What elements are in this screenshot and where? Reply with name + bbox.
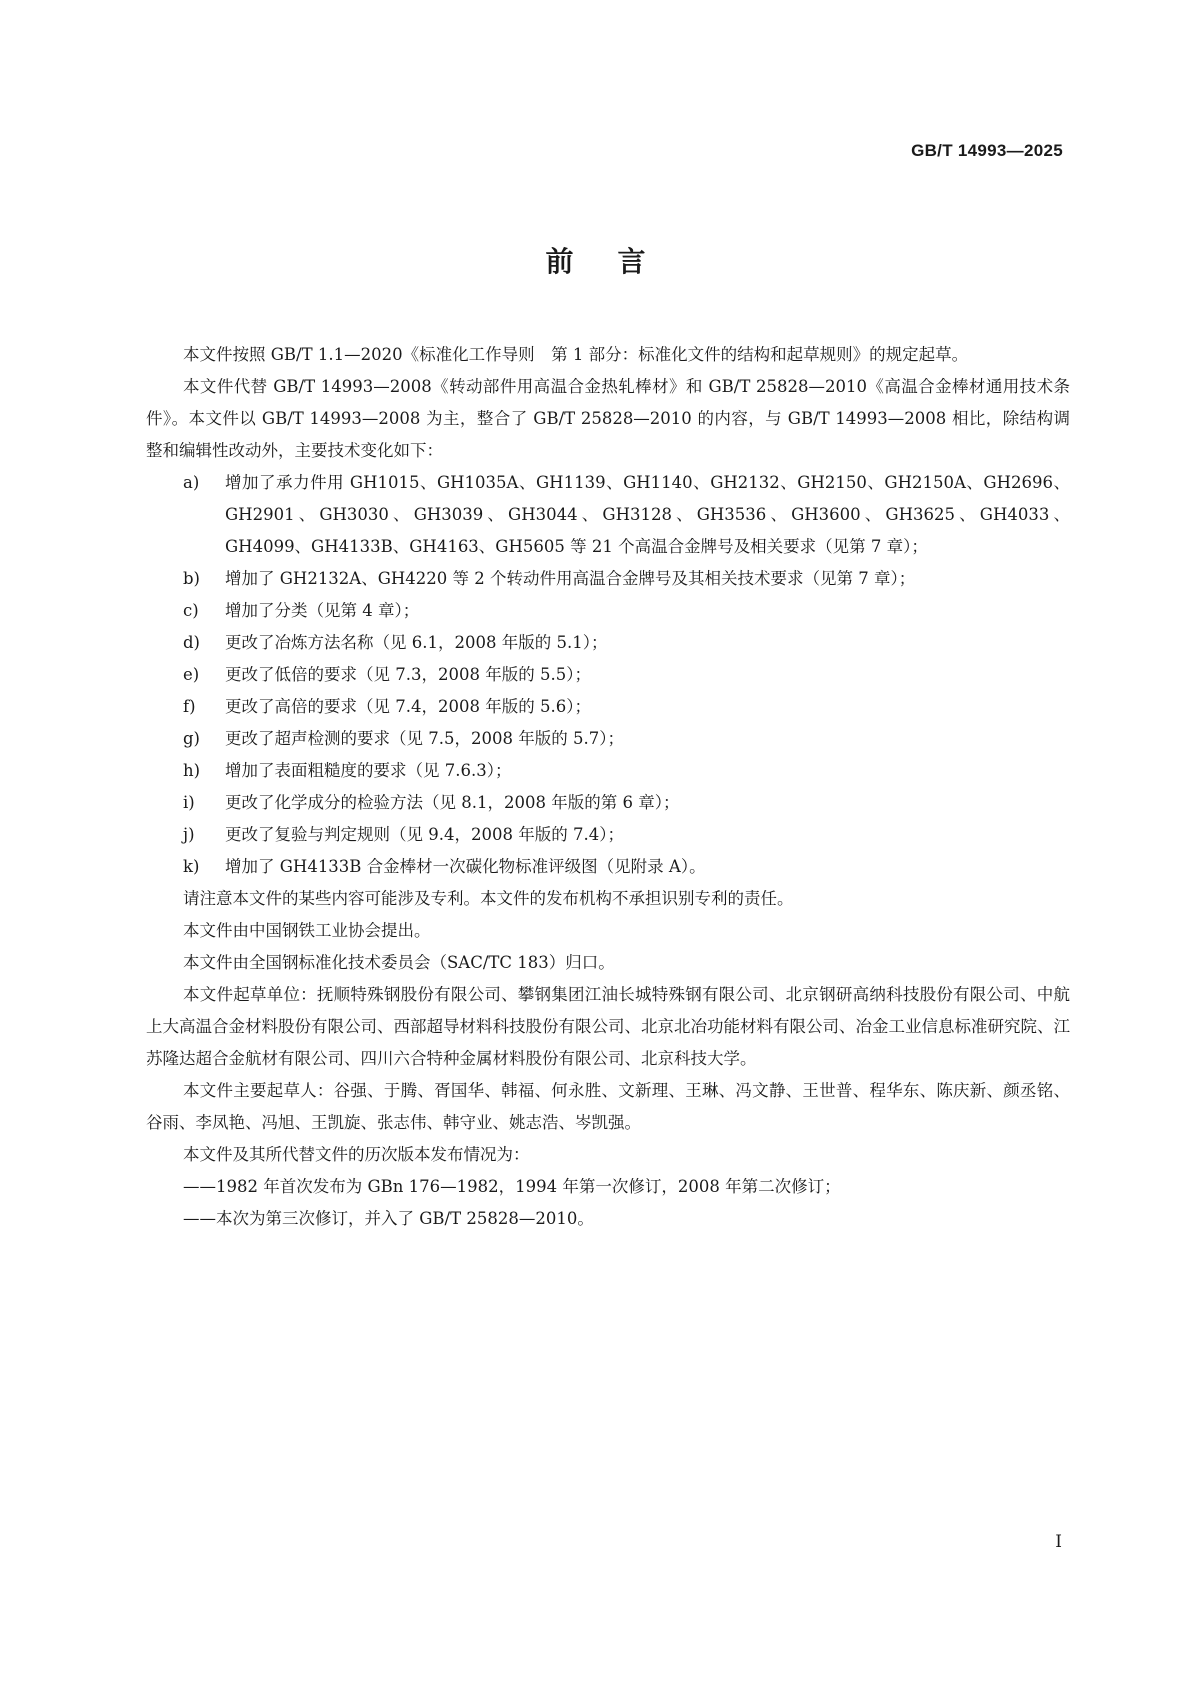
list-marker: d)	[183, 633, 200, 652]
list-marker: e)	[183, 665, 200, 684]
list-item	[146, 627, 1070, 659]
list-item	[146, 851, 1070, 883]
list-marker: k)	[183, 857, 200, 876]
paragraph-proposer: 本文件由中国钢铁工业协会提出。	[183, 921, 431, 940]
list-item	[146, 723, 1070, 755]
list-item-text: 增加了分类（见第 4 章）；	[225, 601, 420, 620]
page-number: I	[1055, 1532, 1062, 1552]
list-item-text: 更改了复验与判定规则（见 9.4，2008 年版的 7.4）；	[225, 825, 624, 844]
list-item	[146, 595, 1070, 627]
list-item-text: 增加了表面粗糙度的要求（见 7.6.3）；	[225, 761, 512, 780]
paragraph-drafters: 本文件主要起草人：谷强、于腾、胥国华、韩福、何永胜、文新理、王琳、冯文静、王世普、程华东、陈庆新、颜丞铭、谷雨、李凤艳、冯旭、王凯旋、张志伟、韩守业、姚志浩、岑凯强。	[146, 1081, 1070, 1132]
history-item: ——本次为第三次修订，并入了 GB/T 25828—2010。	[183, 1209, 594, 1228]
list-item	[146, 787, 1070, 819]
list-item	[146, 819, 1070, 851]
technical-changes-list	[146, 467, 1070, 883]
list-item-text: 增加了 GH4133B 合金棒材一次碳化物标准评级图（见附录 A）。	[225, 857, 706, 876]
list-item-text: 更改了高倍的要求（见 7.4，2008 年版的 5.6）；	[225, 697, 591, 716]
paragraph-drafting-units: 本文件起草单位：抚顺特殊钢股份有限公司、攀钢集团江油长城特殊钢有限公司、北京钢研高纳科技股份有限公司、中航上大高温合金材料股份有限公司、西部超导材料科技股份有限公司、北京北冶功能材料有限公司、冶金工业信息标准研究院、江苏隆达超合金航材有限公司、四川六合特种金属材料股份有限公司、北京科技大学。	[146, 985, 1070, 1068]
standard-number: GB/T 14993—2025	[911, 141, 1063, 160]
page-title: 前言	[545, 245, 690, 278]
list-item-text: 更改了超声检测的要求（见 7.5，2008 年版的 5.7）；	[225, 729, 624, 748]
list-marker: f)	[183, 697, 196, 716]
paragraph-committee: 本文件由全国钢标准化技术委员会（SAC/TC 183）归口。	[183, 953, 615, 972]
list-item	[146, 659, 1070, 691]
paragraph-drafting-rule: 本文件按照 GB/T 1.1—2020《标准化工作导则 第 1 部分：标准化文件的结构和起草规则》的规定起草。	[183, 345, 969, 364]
list-marker: i)	[183, 793, 195, 812]
list-item	[146, 691, 1070, 723]
list-item	[146, 467, 1070, 563]
paragraph-replacement: 本文件代替 GB/T 14993—2008《转动部件用高温合金热轧棒材》和 GB/T 25828—2010《高温合金棒材通用技术条件》。本文件以 GB/T 14993—2008 为主，整合了 GB/T 25828—2010 的内容，与 GB/T 14993—2008 相比，除结构调整和编辑性改动外，主要技术变化如下：	[146, 377, 1070, 460]
list-item-text: 增加了 GH2132A、GH4220 等 2 个转动件用高温合金牌号及其相关技术要求（见第 7 章）；	[225, 569, 916, 588]
list-item-text: 更改了低倍的要求（见 7.3，2008 年版的 5.5）；	[225, 665, 591, 684]
list-marker: j)	[183, 825, 195, 844]
list-marker: a)	[183, 473, 200, 492]
list-marker: g)	[183, 729, 200, 748]
paragraph-history-intro: 本文件及其所代替文件的历次版本发布情况为：	[183, 1145, 530, 1164]
list-marker: b)	[183, 569, 200, 588]
list-marker: c)	[183, 601, 199, 620]
document-body	[146, 339, 1070, 1235]
list-item	[146, 755, 1070, 787]
history-item: ——1982 年首次发布为 GBn 176—1982，1994 年第一次修订，2008 年第二次修订；	[183, 1177, 841, 1196]
paragraph-patent-notice: 请注意本文件的某些内容可能涉及专利。本文件的发布机构不承担识别专利的责任。	[183, 889, 794, 908]
list-marker: h)	[183, 761, 201, 780]
list-item-text: 增加了承力件用 GH1015、GH1035A、GH1139、GH1140、GH2132、GH2150、GH2150A、GH2696、GH2901、GH3030、GH3039、GH3044、GH3128、GH3536、GH3600、GH3625、GH4033、GH4099、GH4133B、GH4163、GH5605 等 21 个高温合金牌号及相关要求（见第 7 章）；	[225, 473, 1070, 556]
list-item-text: 更改了冶炼方法名称（见 6.1，2008 年版的 5.1）；	[225, 633, 608, 652]
list-item-text: 更改了化学成分的检验方法（见 8.1，2008 年版的第 6 章）；	[225, 793, 680, 812]
list-item	[146, 563, 1070, 595]
